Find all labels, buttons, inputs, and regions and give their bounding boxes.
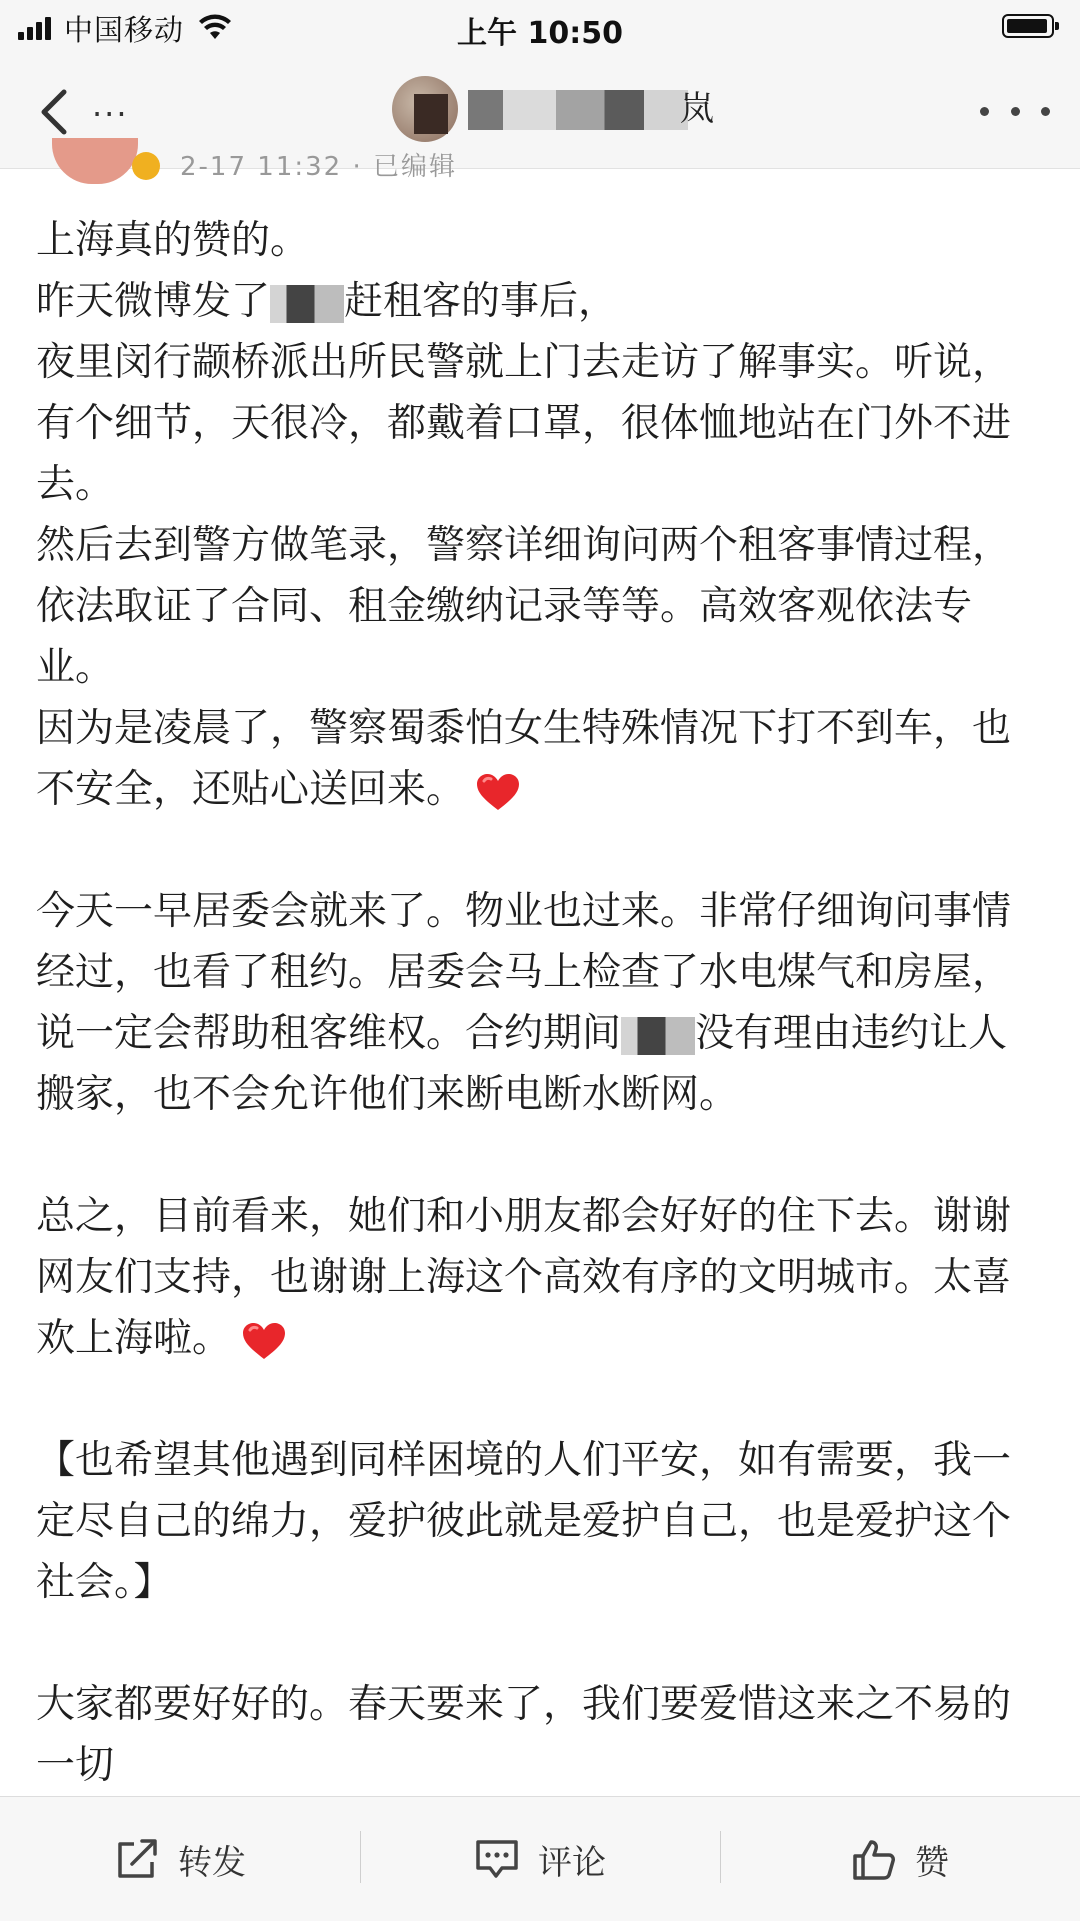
- battery-icon: [1002, 14, 1054, 38]
- post-text: 然后去到警方做笔录，警察详细询问两个租客事情过程，依法取证了合同、租金缴纳记录等等。高效客观依法专业。: [36, 523, 1012, 690]
- post-text: 今天一早居委会就来了。物业也过来。非常仔细询问事情经过，也看了租约。居委会马上检查了水电煤气和房屋，说一定会帮助租客维权。合约期间: [36, 889, 1012, 1056]
- repost-button[interactable]: [0, 1797, 360, 1921]
- back-chevron-icon[interactable]: [26, 82, 86, 142]
- like-button[interactable]: [720, 1797, 1080, 1921]
- post-paragraph: [36, 1430, 1036, 1613]
- paragraph-gap: [36, 820, 1036, 881]
- status-time: 上午 10:50: [457, 16, 623, 51]
- heart-emoji-icon: [475, 772, 521, 812]
- post-text: 没有理由违约让人搬家，也不会允许他们来断电断水断网。: [36, 1011, 1008, 1117]
- bottom-toolbar: [0, 1796, 1080, 1921]
- heart-emoji-icon: [241, 1321, 287, 1361]
- comment-label: 评论: [538, 1842, 606, 1883]
- post-paragraph: [36, 698, 1036, 820]
- comment-icon: [474, 1836, 520, 1882]
- username-visible-char: 岚: [680, 89, 714, 129]
- post-paragraph: [36, 332, 1036, 515]
- author-avatar[interactable]: [52, 138, 138, 184]
- share-icon: [114, 1836, 160, 1882]
- nav-user[interactable]: [392, 76, 714, 142]
- thumbs-up-icon: [851, 1836, 897, 1882]
- post-meta-text: 2-17 11:32 · 已编辑: [180, 152, 457, 182]
- post-paragraph: [36, 881, 1036, 1125]
- nav-ellipsis: ...: [92, 86, 129, 124]
- repost-label: 转发: [178, 1842, 246, 1883]
- post-body: [36, 210, 1036, 1796]
- post-text: 昨天微博发了: [36, 279, 271, 324]
- carrier-name: 中国移动: [64, 12, 185, 47]
- post-paragraph: [36, 1186, 1036, 1369]
- redacted-text: [270, 285, 344, 323]
- post-text: 因为是凌晨了，警察蜀黍怕女生特殊情况下打不到车，也不安全，还贴心送回来。: [36, 706, 1012, 812]
- post-paragraph: [36, 271, 1036, 332]
- post-text: 大家都要好好的。春天要来了，我们要爱惜这来之不易的一切: [36, 1682, 1012, 1788]
- post-text: 总之，目前看来，她们和小朋友都会好好的住下去。谢谢网友们支持，也谢谢上海这个高效有序的文明城市。太喜欢上海啦。: [36, 1194, 1012, 1361]
- paragraph-gap: [36, 1613, 1036, 1674]
- status-bar: [0, 0, 1080, 56]
- like-label: 赞: [915, 1842, 949, 1883]
- post-paragraph: [36, 515, 1036, 698]
- more-dots-icon[interactable]: [980, 86, 1050, 136]
- avatar[interactable]: [392, 76, 458, 142]
- comment-button[interactable]: [360, 1797, 720, 1921]
- post-text: 【也希望其他遇到同样困境的人们平安，如有需要，我一定尽自己的绵力，爱护彼此就是爱护自己，也是爱护这个社会。】: [36, 1438, 1012, 1605]
- post-meta-row: [40, 152, 540, 186]
- avatar-redaction: [414, 94, 448, 134]
- username-redaction: [468, 90, 688, 130]
- paragraph-gap: [36, 1125, 1036, 1186]
- username[interactable]: [468, 86, 714, 132]
- post-paragraph: [36, 1674, 1036, 1796]
- redacted-text: [621, 1017, 695, 1055]
- nav-bar: [0, 56, 1080, 169]
- paragraph-gap: [36, 1369, 1036, 1430]
- verified-badge-icon: [132, 152, 160, 180]
- post-paragraph: [36, 210, 1036, 271]
- post-text: 上海真的赞的。: [36, 218, 310, 263]
- post-text: 夜里闵行颛桥派出所民警就上门去走访了解事实。听说，有个细节，天很冷，都戴着口罩，很体恤地站在门外不进去。: [36, 340, 1012, 507]
- post-text: 赶租客的事后，: [344, 279, 618, 324]
